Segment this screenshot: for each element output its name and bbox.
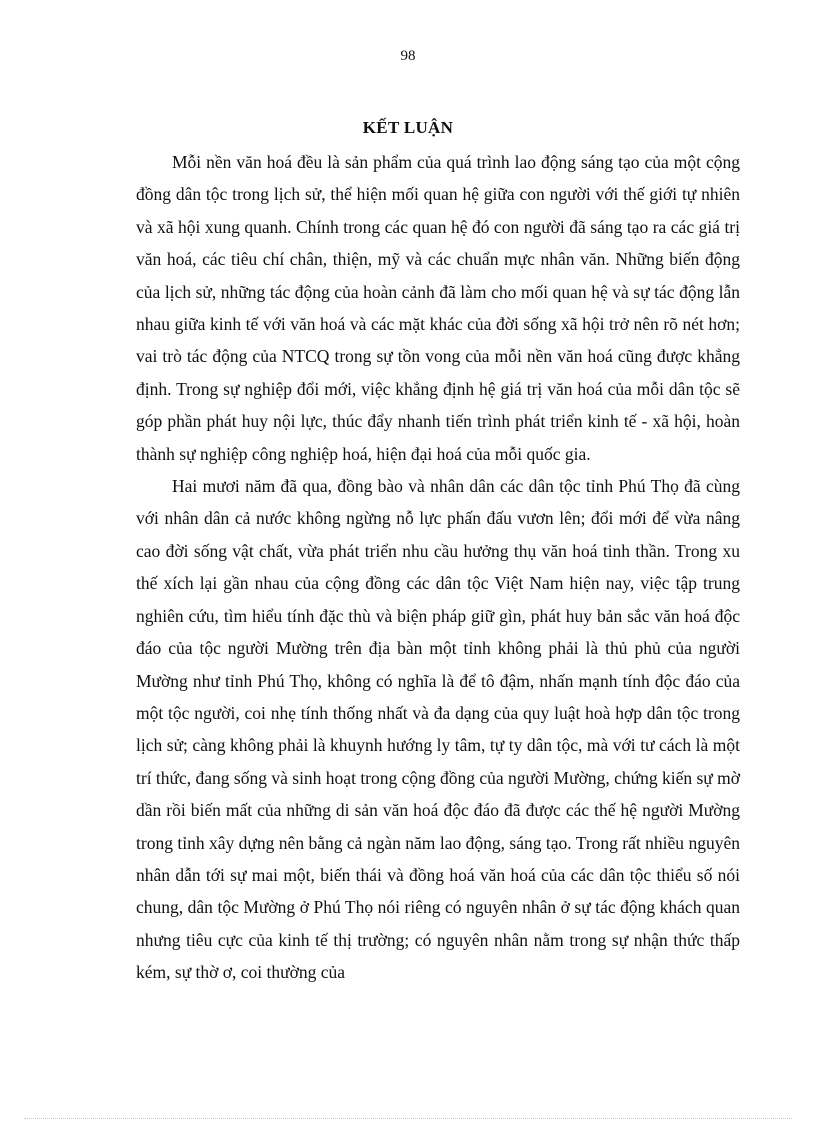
paragraph-1: Mỗi nền văn hoá đều là sản phẩm của quá trình lao động sáng tạo của một cộng đồng dân tộc trong lịch sử, thể hiện mối quan hệ giữa con người với thế giới tự nhiên và xã hội xung quanh. Chính trong các quan hệ đó con người đã sáng tạo ra các giá trị văn hoá, các tiêu chí chân, thiện, mỹ và các chuẩn mực nhân văn. Những biến động của lịch sử, những tác động của hoàn cảnh đã làm cho mối quan hệ và sự tác động lẫn nhau giữa kinh tế với văn hoá và các mặt khác của đời sống xã hội trở nên rõ nét hơn; vai trò tác động của NTCQ trong sự tồn vong của mỗi nền văn hoá cũng được khẳng định. Trong sự nghiệp đổi mới, việc khẳng định hệ giá trị văn hoá của mỗi dân tộc sẽ góp phần phát huy nội lực, thúc đẩy nhanh tiến trình phát triển kinh tế - xã hội, hoàn thành sự nghiệp công nghiệp hoá, hiện đại hoá của mỗi quốc gia.	[136, 152, 740, 464]
document-body	[136, 146, 740, 989]
section-title: KẾT LUẬN	[362, 118, 454, 137]
paragraph-2: Hai mươi năm đã qua, đồng bào và nhân dân các dân tộc tỉnh Phú Thọ đã cùng với nhân dân cả nước không ngừng nỗ lực phấn đấu vươn lên; đổi mới để vừa nâng cao đời sống vật chất, vừa phát triển nhu cầu hưởng thụ văn hoá tinh thần. Trong xu thế xích lại gần nhau của cộng đồng các dân tộc Việt Nam hiện nay, việc tập trung nghiên cứu, tìm hiểu tính đặc thù và biện pháp giữ gìn, phát huy bản sắc văn hoá độc đáo của tộc người Mường trên địa bàn một tỉnh không phải là thủ phủ của người Mường như tỉnh Phú Thọ, không có nghĩa là để tô đậm, nhấn mạnh tính độc đáo của một tộc người, coi nhẹ tính thống nhất và đa dạng của quy luật hoà hợp dân tộc trong lịch sử; càng không phải là khuynh hướng ly tâm, tự ty dân tộc, mà với tư cách là một trí thức, đang sống và sinh hoạt trong cộng đồng của người Mường, chứng kiến sự mờ dần rồi biến mất của những di sản văn hoá độc đáo đã được các thế hệ người Mường trong tỉnh xây dựng nên bằng cả ngàn năm lao động, sáng tạo. Trong rất nhiều nguyên nhân dẫn tới sự mai một, biến thái và đồng hoá văn hoá của các dân tộc thiểu số nói chung, dân tộc Mường ở Phú Thọ nói riêng có nguyên nhân ở sự tác động khách quan nhưng tiêu cực của kinh tế thị trường; có nguyên nhân nằm trong sự nhận thức thấp kém, sự thờ ơ, coi thường của	[136, 476, 740, 983]
page-number: 98	[400, 48, 416, 64]
page-bottom-divider	[24, 1118, 792, 1119]
